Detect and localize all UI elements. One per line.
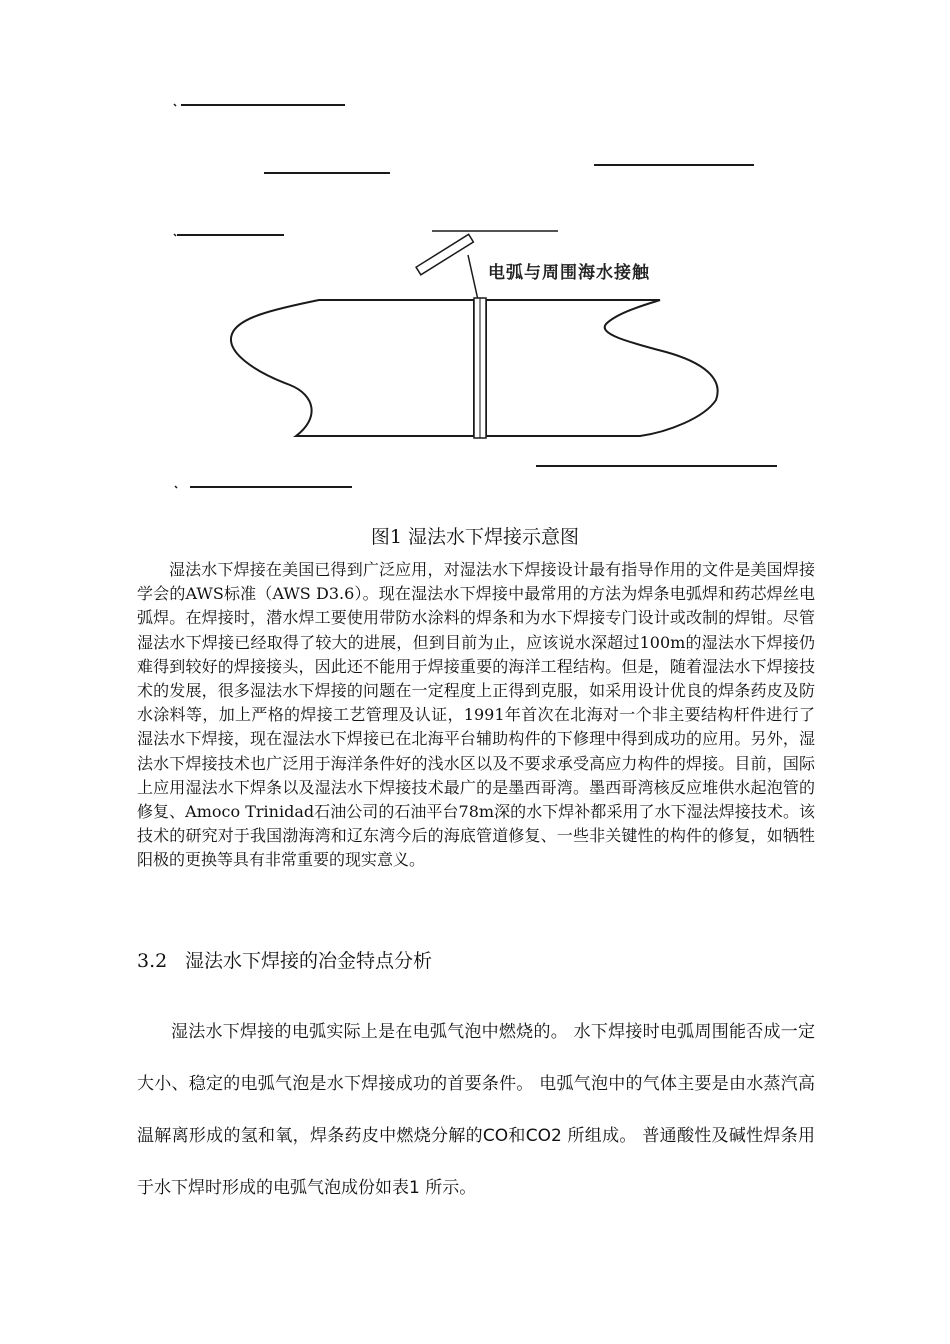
section-number: 3.2 [137,950,168,972]
welding-rod [416,234,473,274]
section-heading [137,946,432,973]
edge-ticks [174,104,177,488]
weld-diagram [0,0,950,520]
body-paragraph-1: 湿法水下焊接在美国已得到广泛应用，对湿法水下焊接设计最有指导作用的文件是美国焊接学会的AWS标准（AWS D3.6）。现在湿法水下焊接中最常用的方法为焊条电弧焊和药芯焊丝电弧焊。在焊接时，潜水焊工要使用带防水涂料的焊条和为水下焊接专门设计或改制的焊钳。尽管湿法水下焊接已经取得了较大的进展，但到目前为止，应该说水深超过100m的湿法水下焊接仍难得到较好的焊接接头，因此还不能用于焊接重要的海洋工程结构。但是，随着湿法水下焊接技术的发展，很多湿法水下焊接的问题在一定程度上正得到克服，如采用设计优良的焊条药皮及防水涂料等，加上严格的焊接工艺管理及认证，1991年首次在北海对一个非主要结构杆件进行了湿法水下焊接，现在湿法水下焊接已在北海平台辅助构件的下修理中得到成功的应用。另外，湿法水下焊接技术也广泛用于海洋条件好的浅水区以及不要求承受高应力构件的焊接。目前，国际上应用湿法水下焊条以及湿法水下焊接技术最广的是墨西哥湾。墨西哥湾核反应堆供水起泡管的修复、Amoco Trinidad石油公司的石油平台78m深的水下焊补都采用了水下湿法焊接技术。该技术的研究对于我国渤海湾和辽东湾今后的海底管道修复、一些非关键性的构件的修复，如牺牲阳极的更换等具有非常重要的现实意义。 [137,560,815,870]
section-title: 湿法水下焊接的冶金特点分析 [185,950,433,972]
leader-line [468,255,478,300]
arc-contact-label: 电弧与周围海水接触 [488,263,650,283]
left-plate [231,300,474,436]
body-paragraph-2: 湿法水下焊接的电弧实际上是在电弧气泡中燃烧的。 水下焊接时电弧周围能否成一定大小、稳定的电弧气泡是水下焊接成功的首要条件。 电弧气泡中的气体主要是由水蒸汽高温解离形成的氢和氧，焊条药皮中燃烧分解的CO和CO2 所组成。 普通酸性及碱性焊条用于水下焊时形成的电弧气泡成份如表1 所示。 [137,1022,815,1198]
right-plate [486,300,718,436]
weld-diagram-figure [0,0,950,520]
figure-caption: 图1 湿法水下焊接示意图 [370,526,580,548]
